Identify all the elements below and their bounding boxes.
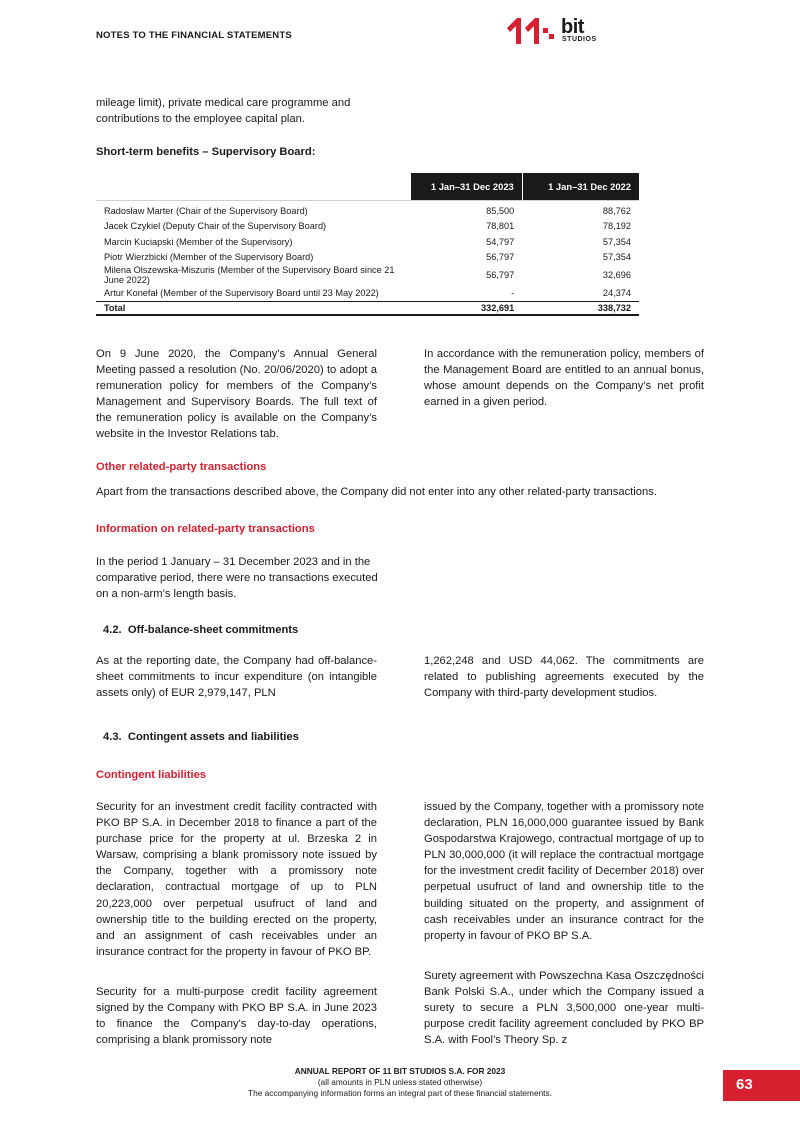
company-logo [503,14,603,46]
page-number: 63 [736,1076,753,1093]
contingent-right-paragraph-2: Surety agreement with Powszechna Kasa Oszczędności Bank Polski S.A., under which the Company issued a surety to secure a PLN 3,500,000 one-year multi-purpose credit facility agreement concluded by PKO BP S.A. with Fool’s Theory Sp. z [424,970,704,1047]
table-header-2022: 1 Jan–31 Dec 2022 [522,173,639,201]
value-2023: - [511,287,515,298]
total-2022: 338,732 [522,301,639,315]
sec42-left-paragraph: As at the reporting date, the Company had off-balance-sheet commitments to incur expenditure (on intangible assets only) of EUR 2,979,147, PLN [96,655,377,700]
policy-right-paragraph: In accordance with the remuneration policy, members of the Management Board are entitled to an annual bonus, whose amount depends on the Company’s net profit earned in a given period. [424,348,704,409]
table-header-blank [96,173,411,201]
intro-paragraph: mileage limit), private medical care programme and contributions to the employee capital plan. [96,97,351,126]
section-4-3-heading [103,731,299,743]
value-2022: 88,762 [522,201,639,219]
table-row [96,219,639,235]
section-number: 4.2. [103,624,122,636]
table-header-2023: 1 Jan–31 Dec 2023 [411,173,523,201]
logo-subtext: STUDIOS [562,36,597,43]
value-2022: 24,374 [602,287,631,298]
value-2023: 56,797 [486,270,515,280]
contingent-right-paragraph-1: issued by the Company, together with a promissory note declaration, PLN 16,000,000 guarantee issued by Bank Gospodarstwa Krajowego, contractual mortgage of up to PLN 30,000,000 (it will replace the contractual mortgage for the investment credit facility of December 2018) over perpetual usufruct of land and ownership title to the building situated on the property, and assignment of cash receivables under an insurance contract for the property in favour of PKO BP S.A. [424,801,704,942]
section-number: 4.3. [103,731,122,743]
section-title: Contingent assets and liabilities [127,731,299,743]
table-row [96,201,639,219]
member-name: Piotr Wierzbicki (Member of the Supervisory Board) [104,252,314,263]
policy-left-paragraph: On 9 June 2020, the Company’s Annual General Meeting passed a resolution (No. 20/06/2020) to adopt a remuneration policy for members of the Company’s Management and Supervisory Boards. The full text of the remuneration policy is available on the Company’s website in the Investor Relations tab. [96,348,377,441]
logo-mark-icon [503,14,559,48]
table-row [96,285,639,301]
page-number-box [723,1070,800,1101]
member-name: Milena Olszewska-Miszuris (Member of the Supervisory Board since 21 June 2022) [104,265,395,285]
total-label: Total [96,301,411,315]
table-row [96,250,639,266]
footer-report-title: ANNUAL REPORT OF 11 BIT STUDIOS S.A. FOR 2023 [294,1066,506,1076]
member-name: Artur Konefał (Member of the Supervisory Board until 23 May 2022) [104,287,379,298]
value-2022: 57,354 [602,236,631,247]
table-row [96,234,639,250]
table-row [96,265,639,285]
supervisory-benefits-table [96,173,639,316]
supervisory-board-heading: Short-term benefits – Supervisory Board: [96,146,316,158]
logo-text: bit [561,16,584,38]
value-2023: 78,801 [486,221,515,232]
value-2022: 32,696 [602,270,631,280]
page-header-title: NOTES TO THE FINANCIAL STATEMENTS [96,30,292,41]
member-name: Radosław Marter (Chair of the Supervisory Board) [96,201,411,219]
info-rpt-heading: Information on related-party transactions [96,523,315,535]
value-2022: 57,354 [602,252,631,263]
sec42-right-paragraph: 1,262,248 and USD 44,062. The commitments are related to publishing agreements executed by the Company with third-party development studios. [424,655,704,700]
value-2022: 78,192 [602,221,631,232]
other-rpt-paragraph: Apart from the transactions described above, the Company did not enter into any other related-party transactions. [96,486,657,498]
table-total-row [96,301,639,315]
section-4-2-heading [103,624,298,636]
member-name: Jacek Czykiel (Deputy Chair of the Supervisory Board) [104,221,327,232]
other-rpt-heading: Other related-party transactions [96,461,267,473]
info-rpt-paragraph: In the period 1 January – 31 December 2023 and in the comparative period, there were no transactions executed on a non-arm’s length basis. [96,556,378,601]
footer-currency-note: (all amounts in PLN unless stated otherwise) [317,1077,483,1087]
contingent-left-paragraph-2: Security for a multi-purpose credit facility agreement signed by the Company with PKO BP S.A. in June 2023 to finance the Company's day-to-day operations, comprising a blank promissory note [96,986,377,1047]
total-2023: 332,691 [411,301,523,315]
footer-integral-note: The accompanying information forms an integral part of these financial statements. [248,1088,552,1098]
value-2023: 56,797 [486,252,515,263]
value-2023: 54,797 [486,236,515,247]
contingent-liabilities-heading: Contingent liabilities [96,769,207,781]
value-2023: 85,500 [411,201,523,219]
table-header-row [96,173,639,201]
member-name: Marcin Kuciapski (Member of the Supervisory) [104,236,293,247]
contingent-left-paragraph-1: Security for an investment credit facility contracted with PKO BP S.A. in December 2018 to finance a part of the purchase price for the property at ul. Brzeska 2 in Warsaw, comprising a blank promissory note issued by the Company, together with a promissory note declaration, contractual mortgage of up to PLN 20,223,000 over perpetual usufruct of land and ownership title to the building erected on the property, and an assignment of cash receivables under an insurance contract for the property in favour of PKO BP. [96,801,377,958]
section-title: Off-balance-sheet commitments [127,624,299,636]
